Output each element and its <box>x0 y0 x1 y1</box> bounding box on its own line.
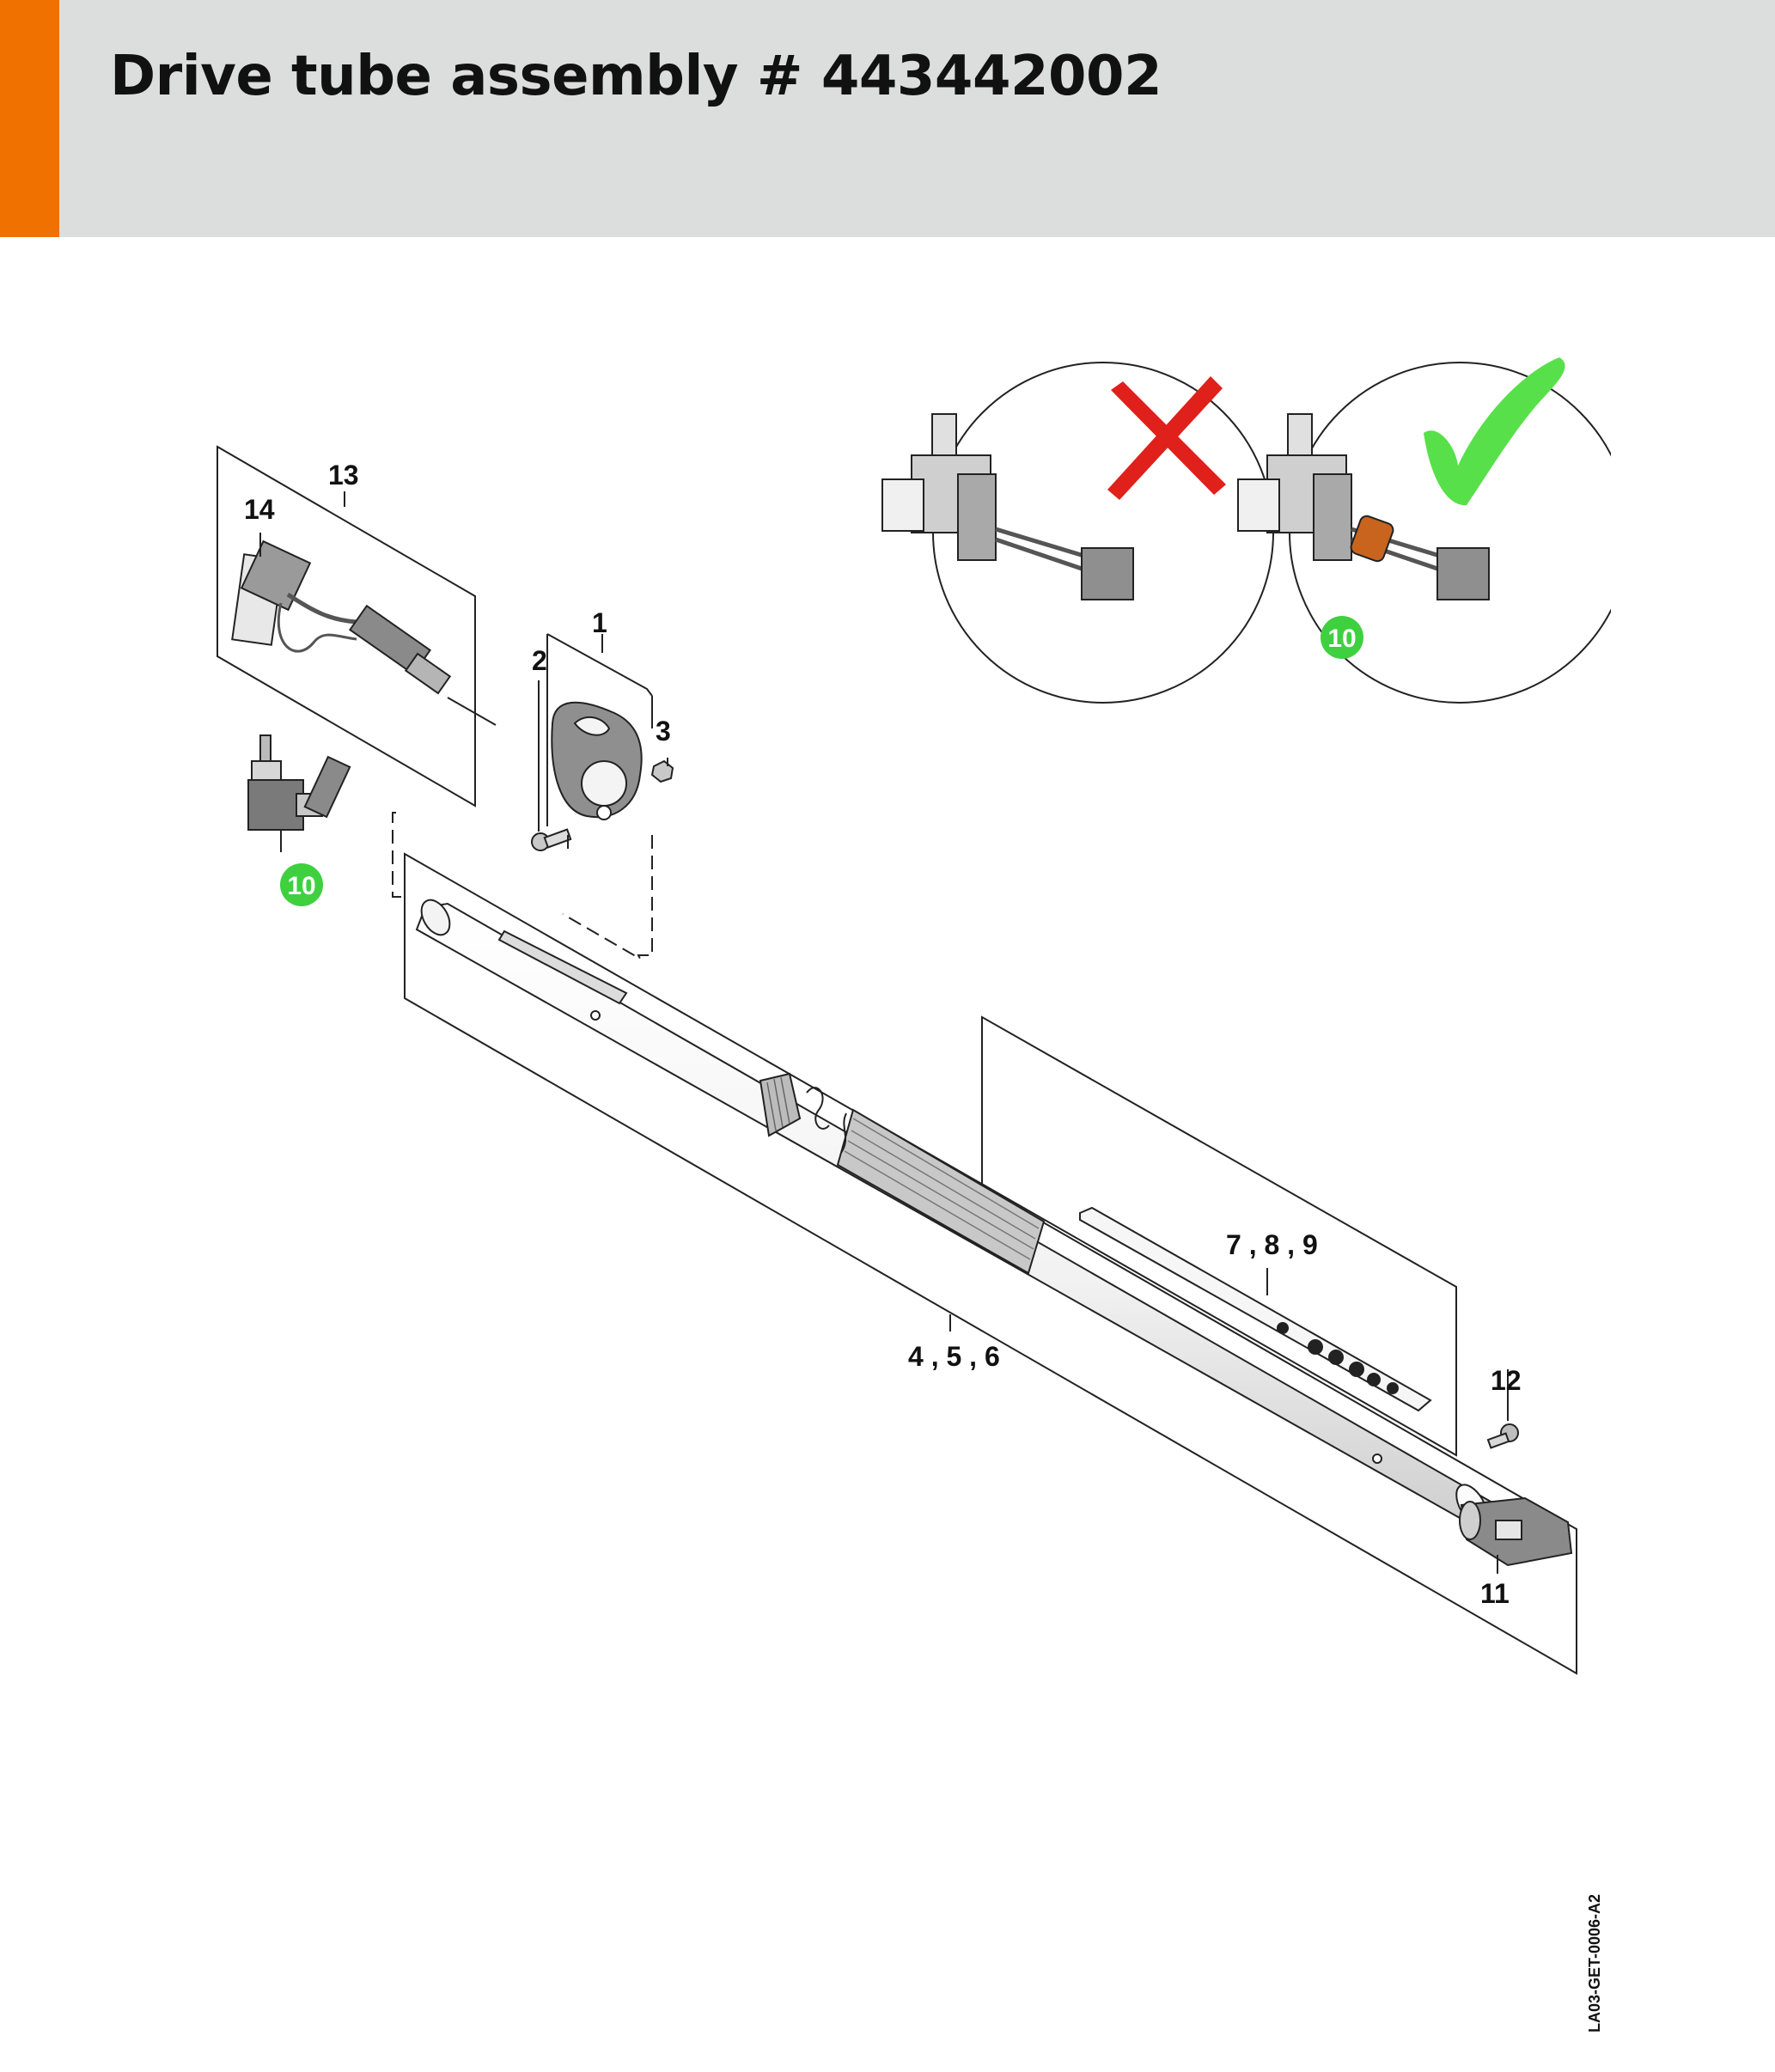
callout-1: 1 <box>592 607 607 638</box>
callout-2: 2 <box>532 645 547 676</box>
badge-10-main <box>280 863 323 906</box>
callout-7-8-9: 7 , 8 , 9 <box>1226 1229 1318 1260</box>
handle-part <box>552 703 641 820</box>
badge-10-detail <box>1321 616 1363 659</box>
diagram-canvas <box>168 320 1611 2003</box>
exploded-parts-diagram <box>168 320 1611 2003</box>
drive-tube-part <box>416 895 1493 1531</box>
page-title: Drive tube assembly # 443442002 <box>110 45 1162 108</box>
detail-view-correct <box>1238 357 1611 703</box>
badge-10-main-label: 10 <box>287 872 316 900</box>
nut-part <box>652 761 673 782</box>
end-cap-part <box>1460 1498 1571 1565</box>
badge-10-detail-label: 10 <box>1327 625 1357 653</box>
switch-part <box>248 735 350 852</box>
header-bar <box>0 0 1775 237</box>
leader-line <box>448 698 496 725</box>
detail-view-incorrect <box>882 363 1273 703</box>
callout-14: 14 <box>244 494 275 525</box>
callout-12: 12 <box>1491 1365 1522 1396</box>
screw-part-12 <box>1488 1424 1518 1447</box>
callout-13: 13 <box>328 460 359 491</box>
cable-harness-part <box>232 541 449 693</box>
reference-code: LA03-GET-0006-A2 <box>1586 1893 1603 2032</box>
callout-4-5-6: 4 , 5 , 6 <box>908 1341 1000 1372</box>
callout-3: 3 <box>656 716 671 747</box>
screw-part <box>532 830 570 850</box>
callout-11: 11 <box>1480 1578 1510 1609</box>
accent-strip <box>0 0 59 237</box>
